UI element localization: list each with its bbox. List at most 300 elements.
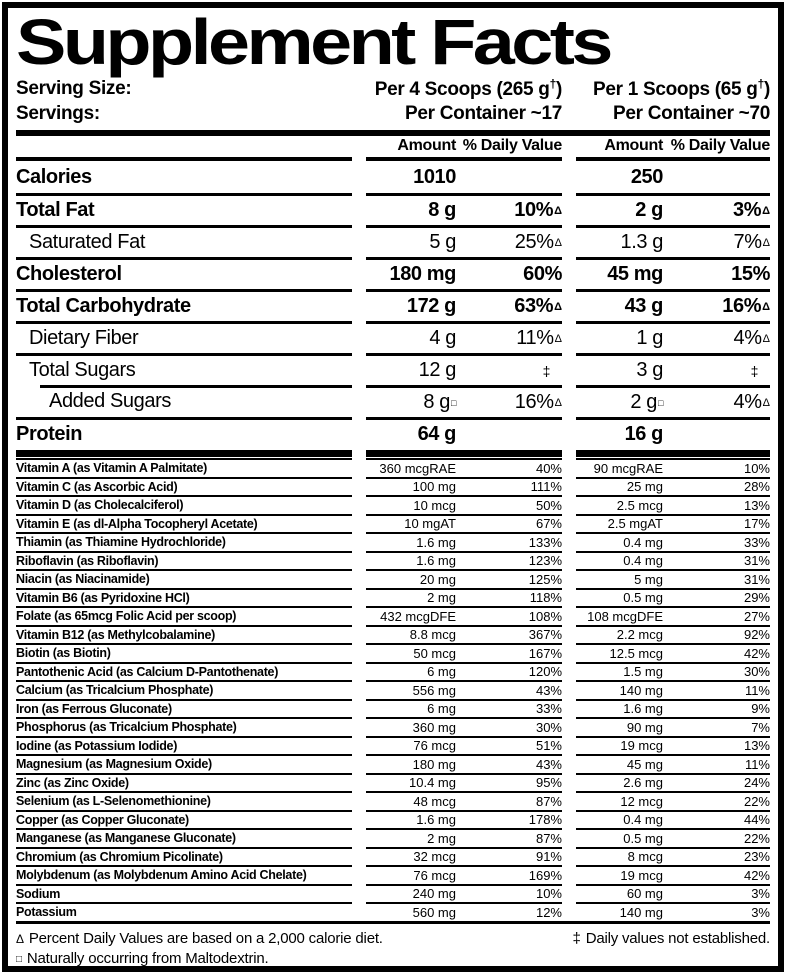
triangle-icon: Δ [762,396,770,409]
servings-label: Servings: [16,102,100,124]
daily-value-per-4-scoops: 43% [456,754,562,773]
column-gap [562,353,576,385]
daily-value-per-1-scoop [663,353,770,385]
column-gap [562,417,576,449]
amount-per-1-scoop [576,225,663,257]
daily-value-per-4-scoops-value: 16% [514,391,554,413]
vitamin-row [16,791,770,810]
vitamin-row [16,495,770,514]
daily-value-per-1-scoop: 22% [663,828,770,847]
amount-per-4-scoops: 6 mg [366,699,456,718]
column-gap [562,643,576,662]
daily-value-per-1-scoop [663,289,770,321]
vitamin-label: Vitamin D (as Cholecalciferol) [16,495,352,514]
amount-per-4-scoops: 360 mg [366,717,456,736]
column-gap [352,385,366,417]
footnote-not-established: ‡ Daily values not established. [572,929,770,947]
vitamin-row [16,773,770,792]
amount-per-1-scoop [576,321,663,353]
serving-size-per-4-scoops: Per 4 Scoops (265 g†) [374,76,562,100]
column-gap [562,902,576,921]
amount-per-4-scoops: 1.6 mg [366,532,456,551]
daily-value-per-1-scoop: 9% [663,699,770,718]
amount-per-4-scoops: 76 mcg [366,865,456,884]
column-gap [562,257,576,289]
column-gap [352,514,366,533]
amount-per-1-scoop [576,385,663,417]
daily-value-per-4-scoops [456,321,562,353]
servings-per-container-col2: Per Container ~70 [613,102,770,124]
vitamin-label: Iodine (as Potassium Iodide) [16,736,352,755]
daily-value-per-1-scoop: 10% [663,458,770,477]
amount-per-4-scoops-value: 8 g [423,391,450,413]
amount-header-col1: Amount [366,136,456,161]
daily-value-per-1-scoop: 42% [663,865,770,884]
amount-per-1-scoop-value: 3 g [636,359,663,381]
amount-per-4-scoops: 10 mcg [366,495,456,514]
amount-per-1-scoop [576,417,663,449]
amount-per-4-scoops: 100 mg [366,477,456,496]
amount-per-4-scoops [366,257,456,289]
double-dagger-icon: ‡ [572,929,581,947]
daily-value-per-1-scoop: 31% [663,551,770,570]
daily-value-per-4-scoops-value: 10% [514,199,554,221]
amount-per-1-scoop: 140 mg [576,902,663,921]
vitamin-row [16,477,770,496]
column-gap [352,736,366,755]
column-gap [352,193,366,225]
amount-per-4-scoops: 240 mg [366,884,456,903]
column-gap [352,828,366,847]
column-gap [562,514,576,533]
daily-value-per-4-scoops: 118% [456,588,562,607]
vitamin-row [16,569,770,588]
vitamin-label: Riboflavin (as Riboflavin) [16,551,352,570]
column-gap [352,606,366,625]
daily-value-per-1-scoop-value: 4% [733,327,762,349]
nutrient-row [16,225,770,257]
amount-per-1-scoop: 90 mcgRAE [576,458,663,477]
amount-per-1-scoop: 5 mg [576,569,663,588]
vitamin-label: Vitamin B6 (as Pyridoxine HCl) [16,588,352,607]
daily-value-per-4-scoops: 167% [456,643,562,662]
column-gap [562,289,576,321]
column-gap [562,865,576,884]
daily-value-per-1-scoop: 31% [663,569,770,588]
vitamin-row [16,847,770,866]
square-icon: □ [16,953,22,965]
column-gap [352,495,366,514]
amount-per-4-scoops: 360 mcgRAE [366,458,456,477]
vitamin-row [16,662,770,681]
amount-per-1-scoop: 60 mg [576,884,663,903]
amount-per-4-scoops [366,417,456,449]
amount-per-4-scoops: 432 mcgDFE [366,606,456,625]
daily-value-per-1-scoop [663,385,770,417]
daily-value-per-4-scoops: 125% [456,569,562,588]
daily-value-per-1-scoop: 3% [663,902,770,921]
column-gap [562,161,576,193]
daily-value-per-1-scoop-value: 3% [732,199,762,221]
column-gap [562,477,576,496]
column-gap [562,225,576,257]
daily-value-header-col2: % Daily Value [663,136,770,161]
amount-per-4-scoops: 8.8 mcg [366,625,456,644]
amount-per-1-scoop [576,161,663,193]
vitamin-label: Vitamin E (as dl-Alpha Tocopheryl Acetate) [16,514,352,533]
nutrient-row [16,417,770,449]
servings-per-container-col1: Per Container ~17 [405,102,562,124]
daily-value-per-4-scoops-value: 11% [516,327,554,349]
amount-per-1-scoop-value: 1 g [636,327,663,349]
column-gap [562,588,576,607]
column-gap [562,495,576,514]
column-gap [562,828,576,847]
amount-per-1-scoop: 0.5 mg [576,588,663,607]
vitamin-row [16,902,770,921]
amount-per-4-scoops-value: 4 g [429,327,456,349]
supplement-facts-title: Supplement Facts [16,6,610,78]
column-gap [562,532,576,551]
daily-value-per-1-scoop: 11% [663,680,770,699]
amount-per-4-scoops-value: 172 g [406,295,456,317]
vitamin-label: Pantothenic Acid (as Calcium D-Pantothenate) [16,662,352,681]
serving-size-label: Serving Size: [16,77,132,99]
column-gap [562,606,576,625]
nutrient-label: Cholesterol [16,257,352,289]
servings-row [16,101,770,126]
column-gap [562,791,576,810]
daily-value-per-1-scoop: 11% [663,754,770,773]
daily-value-per-1-scoop: 13% [663,495,770,514]
nutrient-label: Total Carbohydrate [16,289,352,321]
nutrient-row [16,161,770,193]
daily-value-per-4-scoops [456,289,562,321]
amount-per-4-scoops: 50 mcg [366,643,456,662]
daily-value-per-4-scoops: 178% [456,810,562,829]
vitamin-label: Potassium [16,902,352,921]
daily-value-per-1-scoop [663,225,770,257]
amount-per-4-scoops: 1.6 mg [366,810,456,829]
footnotes-left [16,929,383,970]
vitamin-label: Chromium (as Chromium Picolinate) [16,847,352,866]
daily-value-per-4-scoops: 120% [456,662,562,681]
vitamin-label: Selenium (as L-Selenomethionine) [16,791,352,810]
vitamin-row [16,532,770,551]
amount-per-4-scoops: 10.4 mg [366,773,456,792]
nutrient-label: Saturated Fat [16,225,352,257]
daily-value-per-1-scoop-value: 7% [733,231,762,253]
vitamin-label: Calcium (as Tricalcium Phosphate) [16,680,352,699]
daily-value-per-4-scoops: 95% [456,773,562,792]
daily-value-per-4-scoops-value: 60% [523,263,562,285]
vitamin-row [16,588,770,607]
vitamin-label: Molybdenum (as Molybdenum Amino Acid Chelate) [16,865,352,884]
daily-value-per-1-scoop-value: 15% [731,263,770,285]
daily-value-per-4-scoops [456,385,562,417]
amount-per-1-scoop: 2.5 mgAT [576,514,663,533]
column-gap [352,588,366,607]
triangle-icon: Δ [554,332,562,345]
column-gap [562,385,576,417]
daily-value-per-1-scoop [663,257,770,289]
nutrient-label: Protein [16,417,352,449]
daily-value-per-1-scoop: 92% [663,625,770,644]
vitamin-row [16,606,770,625]
column-gap [562,551,576,570]
amount-per-4-scoops [366,353,456,385]
daily-value-per-1-scoop: 23% [663,847,770,866]
square-icon: □ [657,397,663,408]
daily-value-per-4-scoops: 123% [456,551,562,570]
column-gap [562,736,576,755]
vitamin-label: Manganese (as Manganese Gluconate) [16,828,352,847]
daily-value-per-1-scoop: 30% [663,662,770,681]
daily-value-per-4-scoops: 87% [456,791,562,810]
column-gap [562,810,576,829]
column-gap [352,773,366,792]
serving-size-row [16,76,770,101]
column-gap [352,551,366,570]
triangle-icon: Δ [762,204,770,217]
triangle-icon: Δ [16,931,24,946]
column-gap [562,717,576,736]
vitamin-row [16,810,770,829]
amount-per-1-scoop: 0.4 mg [576,551,663,570]
amount-per-4-scoops [366,161,456,193]
daily-value-per-1-scoop [663,321,770,353]
column-gap [562,458,576,477]
amount-per-1-scoop [576,257,663,289]
nutrient-row [16,353,770,385]
amount-per-1-scoop: 8 mcg [576,847,663,866]
amount-per-4-scoops [366,193,456,225]
triangle-icon: Δ [554,204,562,217]
vitamin-label: Vitamin A (as Vitamin A Palmitate) [16,458,352,477]
vitamin-row [16,514,770,533]
amount-per-4-scoops [366,289,456,321]
daily-value-per-4-scoops: 10% [456,884,562,903]
column-gap [352,902,366,921]
column-gap [562,884,576,903]
column-gap [562,847,576,866]
serving-size-per-1-scoop: Per 1 Scoops (65 g†) [592,76,770,100]
column-gap [352,225,366,257]
vitamin-row [16,551,770,570]
column-gap [352,754,366,773]
daily-value-per-4-scoops: 30% [456,717,562,736]
column-gap [562,773,576,792]
daily-value-per-1-scoop [663,161,770,193]
daily-value-per-1-scoop: 33% [663,532,770,551]
amount-per-1-scoop [576,289,663,321]
amount-per-1-scoop: 2.5 mcg [576,495,663,514]
nutrient-label: Total Fat [16,193,352,225]
amount-per-1-scoop: 45 mg [576,754,663,773]
amount-per-1-scoop: 0.4 mg [576,810,663,829]
label-column-header [16,136,352,161]
vitamin-row [16,680,770,699]
nutrient-row [16,385,770,417]
column-gap [352,884,366,903]
column-gap [352,161,366,193]
daily-value-per-4-scoops [456,225,562,257]
daily-value-per-4-scoops-value: 25% [514,231,554,253]
amount-per-4-scoops: 20 mg [366,569,456,588]
footnotes [16,924,770,970]
column-gap [562,569,576,588]
amount-per-1-scoop-value: 2 g [630,391,657,413]
amount-per-1-scoop [576,193,663,225]
column-gap [562,754,576,773]
vitamin-row [16,884,770,903]
column-gap [352,257,366,289]
dagger-icon: † [757,76,764,91]
daily-value-per-4-scoops: 367% [456,625,562,644]
vitamin-label: Iron (as Ferrous Gluconate) [16,699,352,718]
vitamin-row [16,717,770,736]
double-dagger-icon: ‡ [542,362,550,379]
supplement-facts-panel [2,2,784,972]
daily-value-per-4-scoops: 111% [456,477,562,496]
amount-per-1-scoop: 12 mcg [576,791,663,810]
nutrient-row [16,193,770,225]
double-dagger-icon: ‡ [750,362,758,379]
daily-value-per-4-scoops: 91% [456,847,562,866]
daily-value-per-1-scoop: 7% [663,717,770,736]
vitamin-row [16,736,770,755]
amount-per-1-scoop: 0.4 mg [576,532,663,551]
vitamin-label: Phosphorus (as Tricalcium Phosphate) [16,717,352,736]
column-gap [352,810,366,829]
column-gap [562,662,576,681]
daily-value-per-1-scoop: 22% [663,791,770,810]
daily-value-per-1-scoop: 13% [663,736,770,755]
nutrient-label: Calories [16,165,92,188]
daily-value-per-4-scoops: 169% [456,865,562,884]
column-gap [352,643,366,662]
macronutrient-section [16,161,770,449]
column-gap [562,321,576,353]
amount-per-4-scoops: 560 mg [366,902,456,921]
amount-per-4-scoops-value: 12 g [418,359,456,381]
triangle-icon: Δ [762,300,770,313]
column-gap [562,680,576,699]
column-gap [352,847,366,866]
amount-per-4-scoops: 32 mcg [366,847,456,866]
nutrient-label: Total Sugars [16,353,352,385]
amount-per-4-scoops-value: 1010 [413,165,456,188]
daily-value-per-1-scoop: 17% [663,514,770,533]
amount-per-1-scoop: 12.5 mcg [576,643,663,662]
footnote-maltodextrin: □ Naturally occurring from Maltodextrin. [16,949,269,967]
daily-value-per-1-scoop [663,193,770,225]
nutrient-row [16,321,770,353]
vitamin-label: Zinc (as Zinc Oxide) [16,773,352,792]
amount-per-4-scoops: 556 mg [366,680,456,699]
nutrient-label: Dietary Fiber [16,321,352,353]
amount-per-4-scoops: 2 mg [366,588,456,607]
daily-value-per-1-scoop: 24% [663,773,770,792]
triangle-icon: Δ [554,236,562,249]
daily-value-per-4-scoops: 67% [456,514,562,533]
column-gap [352,532,366,551]
amount-per-1-scoop: 2.2 mcg [576,625,663,644]
daily-value-per-4-scoops-value: 63% [514,295,554,317]
micronutrient-section [16,458,770,921]
amount-per-1-scoop-value: 250 [630,165,663,188]
amount-per-1-scoop: 19 mcg [576,736,663,755]
triangle-icon: Δ [554,300,562,313]
daily-value-per-1-scoop-value: 16% [722,295,762,317]
amount-per-1-scoop: 0.5 mg [576,828,663,847]
nutrient-row [16,289,770,321]
triangle-icon: Δ [554,396,562,409]
amount-per-4-scoops: 48 mcg [366,791,456,810]
nutrient-row [16,257,770,289]
vitamin-row [16,828,770,847]
daily-value-per-1-scoop: 44% [663,810,770,829]
column-gap [352,791,366,810]
column-gap [352,477,366,496]
column-gap [352,458,366,477]
triangle-icon: Δ [762,236,770,249]
amount-per-1-scoop-value: 2 g [635,199,663,221]
amount-per-1-scoop: 25 mg [576,477,663,496]
daily-value-per-4-scoops: 108% [456,606,562,625]
daily-value-per-4-scoops: 40% [456,458,562,477]
daily-value-per-4-scoops [456,257,562,289]
column-gap [352,289,366,321]
amount-per-1-scoop: 140 mg [576,680,663,699]
amount-per-4-scoops: 180 mg [366,754,456,773]
vitamin-label: Copper (as Copper Gluconate) [16,810,352,829]
daily-value-per-1-scoop: 29% [663,588,770,607]
amount-header-col2: Amount [576,136,663,161]
amount-per-4-scoops [366,321,456,353]
vitamin-row [16,699,770,718]
column-header-row [16,136,770,161]
daily-value-per-4-scoops [456,353,562,385]
column-gap [352,699,366,718]
column-gap [352,680,366,699]
daily-value-per-4-scoops [456,193,562,225]
amount-per-4-scoops-value: 180 mg [389,263,456,285]
column-gap [352,353,366,385]
daily-value-per-4-scoops: 133% [456,532,562,551]
daily-value-per-1-scoop: 42% [663,643,770,662]
amount-per-1-scoop [576,353,663,385]
amount-per-1-scoop: 108 mcgDFE [576,606,663,625]
vitamin-row [16,458,770,477]
amount-per-1-scoop: 90 mg [576,717,663,736]
amount-per-1-scoop: 1.6 mg [576,699,663,718]
vitamin-label: Folate (as 65mcg Folic Acid per scoop) [16,606,352,625]
amount-per-1-scoop: 2.6 mg [576,773,663,792]
amount-per-1-scoop: 19 mcg [576,865,663,884]
amount-per-1-scoop: 1.5 mg [576,662,663,681]
daily-value-per-4-scoops: 87% [456,828,562,847]
triangle-icon: Δ [762,332,770,345]
amount-per-1-scoop-value: 43 g [624,295,663,317]
vitamin-row [16,754,770,773]
nutrient-label: Added Sugars [16,385,352,417]
column-gap [352,662,366,681]
vitamin-label: Thiamin (as Thiamine Hydrochloride) [16,532,352,551]
column-gap [562,699,576,718]
vitamin-label: Magnesium (as Magnesium Oxide) [16,754,352,773]
amount-per-1-scoop-value: 45 mg [607,263,663,285]
